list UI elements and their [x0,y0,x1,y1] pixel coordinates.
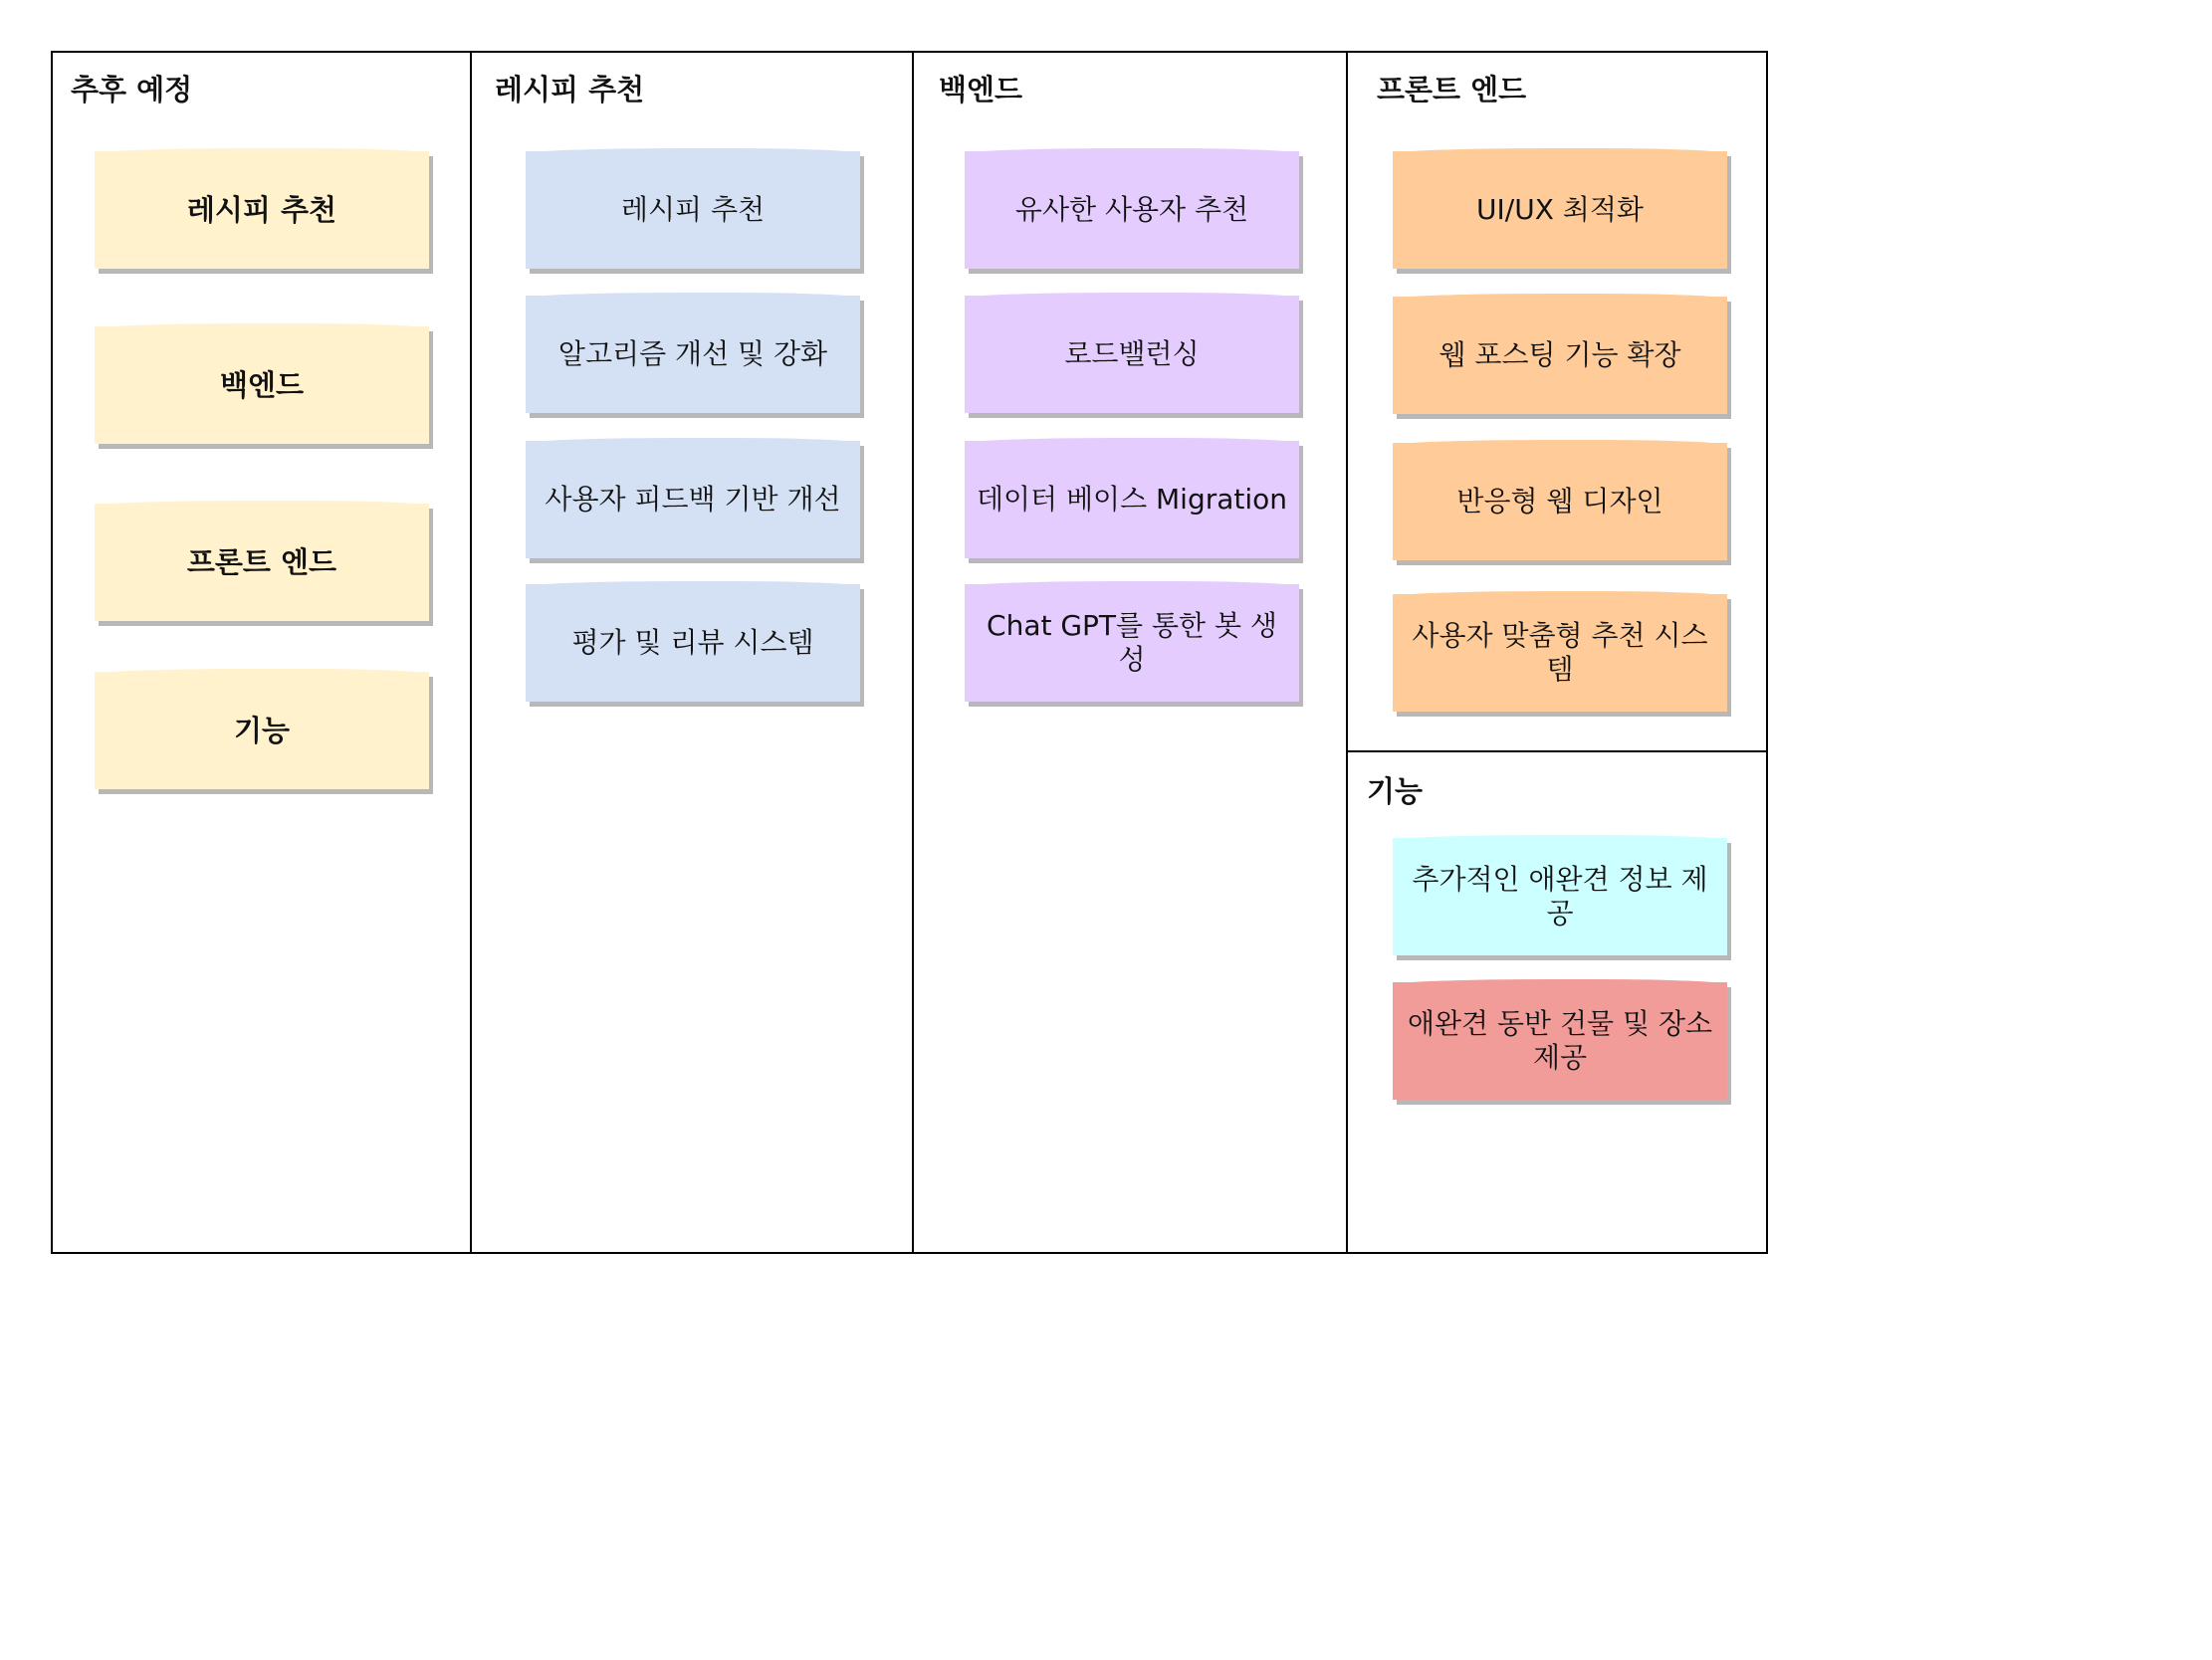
note-frontend-2[interactable]: 웹 포스팅 기능 확장 [1393,297,1727,414]
note-planned-backend[interactable]: 백엔드 [95,326,429,444]
note-planned-feature[interactable]: 기능 [95,672,429,789]
note-backend-3[interactable]: 데이터 베이스 Migration [965,441,1299,558]
column-title-frontend: 프론트 엔드 [1377,73,1527,106]
note-frontend-4[interactable]: 사용자 맞춤형 추천 시스템 [1393,594,1727,712]
note-recipe-3[interactable]: 사용자 피드백 기반 개선 [526,441,860,558]
column-divider [1346,51,1348,1254]
column-divider [470,51,472,1254]
note-feature-1[interactable]: 추가적인 애완견 정보 제공 [1393,838,1727,955]
column-title-planned: 추후 예정 [71,73,193,106]
note-recipe-2[interactable]: 알고리즘 개선 및 강화 [526,296,860,413]
note-recipe-1[interactable]: 레시피 추천 [526,151,860,269]
column-title-backend: 백엔드 [939,73,1023,106]
note-feature-2[interactable]: 애완견 동반 건물 및 장소 제공 [1393,982,1727,1100]
column-title-recipe: 레시피 추천 [495,73,645,106]
note-planned-frontend[interactable]: 프론트 엔드 [95,504,429,621]
note-frontend-1[interactable]: UI/UX 최적화 [1393,151,1727,269]
note-recipe-4[interactable]: 평가 및 리뷰 시스템 [526,584,860,702]
column-title-feature: 기능 [1367,774,1424,808]
note-backend-1[interactable]: 유사한 사용자 추천 [965,151,1299,269]
note-backend-2[interactable]: 로드밸런싱 [965,296,1299,413]
row-divider [1346,750,1768,752]
note-frontend-3[interactable]: 반응형 웹 디자인 [1393,443,1727,560]
note-planned-recipe[interactable]: 레시피 추천 [95,151,429,269]
column-divider [912,51,914,1254]
note-backend-4[interactable]: Chat GPT를 통한 봇 생성 [965,584,1299,702]
